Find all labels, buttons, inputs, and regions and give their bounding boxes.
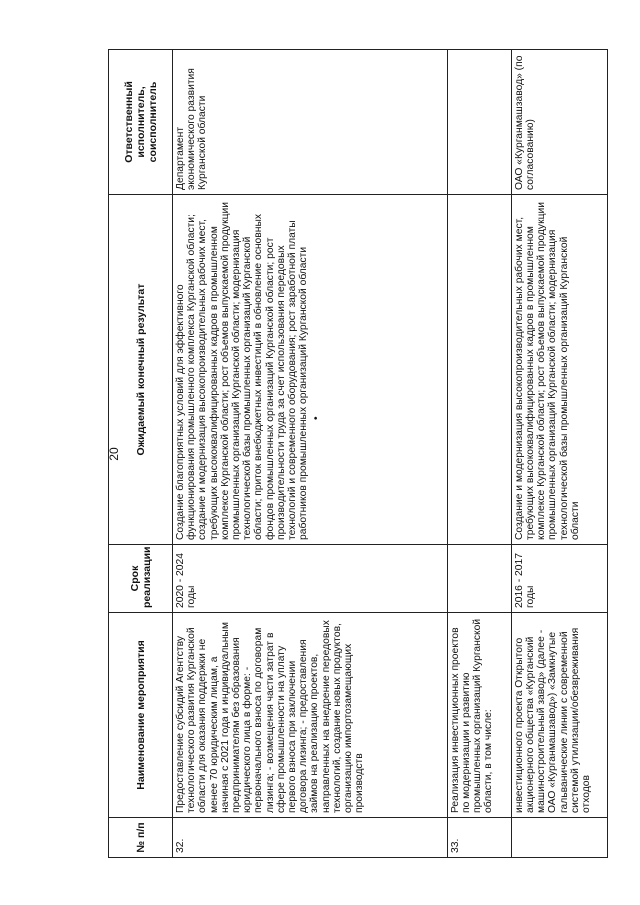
measure-name: Предоставление субсидий Агентству технологического развития Курганской области для оказания поддержки не менее 70 юридическим лицам, а начиная с 2021 года и индивидуальным предпринимателям без образования юридического лица в форме: - первоначального взноса по договорам лизинга; - возмещения части затрат в сфере промышленности на уплату первого взноса при заключении договора лизинга; - предоставления займов на реализацию проектов, направленных на внедрение передовых технологий, создание новых продуктов, организацию импортозамещающих производств <box>173 613 448 818</box>
measure-name: инвестиционного проекта Открытого акционерного общества «Курганский машиностроительный завод» (далее - ОАО «Курганмашзавод») «Замкнутые гальванические линии с современной системой утилизации/обезвреживания отходов <box>511 613 607 818</box>
rotated-table-wrapper <box>108 50 608 858</box>
expected-result <box>173 195 448 545</box>
measure-name: Реализация инвестиционных проектов по модернизации и развитию промышленных организаций Курганской области, в том числе: <box>447 613 511 818</box>
table-row <box>447 50 511 858</box>
header-result: Ожидаемый конечный результат <box>109 195 173 545</box>
measures-table <box>108 49 608 858</box>
responsible: Департамент экономического развития Курганской области <box>173 50 448 195</box>
stray-mark: • <box>311 416 323 420</box>
table-row <box>173 50 448 858</box>
term <box>447 545 511 613</box>
table-header-row <box>109 50 173 858</box>
term: 2016 - 2017 годы <box>511 545 607 613</box>
expected-result <box>447 195 511 545</box>
header-num: № п/п <box>109 818 173 858</box>
expected-result: Создание и модернизация высокопроизводительных рабочих мест, требующих высококвалифицированных кадров в промышленном комплексе Курганской области; рост объемов выпускаемой продукции промышленных организаций Курганской области; модернизация технологической базы промышленных организаций Курганской области <box>511 195 607 545</box>
row-number: 32. <box>173 818 448 858</box>
table-row <box>511 50 607 858</box>
header-term: Срок реализации <box>109 545 173 613</box>
header-name: Наименование мероприятия <box>109 613 173 818</box>
header-resp: Ответственный исполнитель, соисполнитель <box>109 50 173 195</box>
row-number <box>511 818 607 858</box>
page-number: 20 <box>107 447 121 461</box>
responsible: ОАО «Курганмашзавод» (по согласованию) <box>511 50 607 195</box>
term: 2020 - 2024 годы <box>173 545 448 613</box>
row-number: 33. <box>447 818 511 858</box>
result-text: Создание благоприятных условий для эффективного функционирования промышленного комплекса Курганской области; создание и модернизация высокопроизводительных рабочих мест, требующих высококвалифицированных кадров в промышленном комплексе Курганской области; рост объемов выпускаемой продукции промышленных организаций Курганской области; модернизация технологической базы промышленных организаций Курганской области; приток внебюджетных инвестиций в обновление основных фондов промышленных организаций Курганской области; рост производительности труда за счет использования передовых технологий и современного оборудования; рост заработной платы работников промышленных организаций Курганской области <box>175 202 310 540</box>
responsible <box>447 50 511 195</box>
